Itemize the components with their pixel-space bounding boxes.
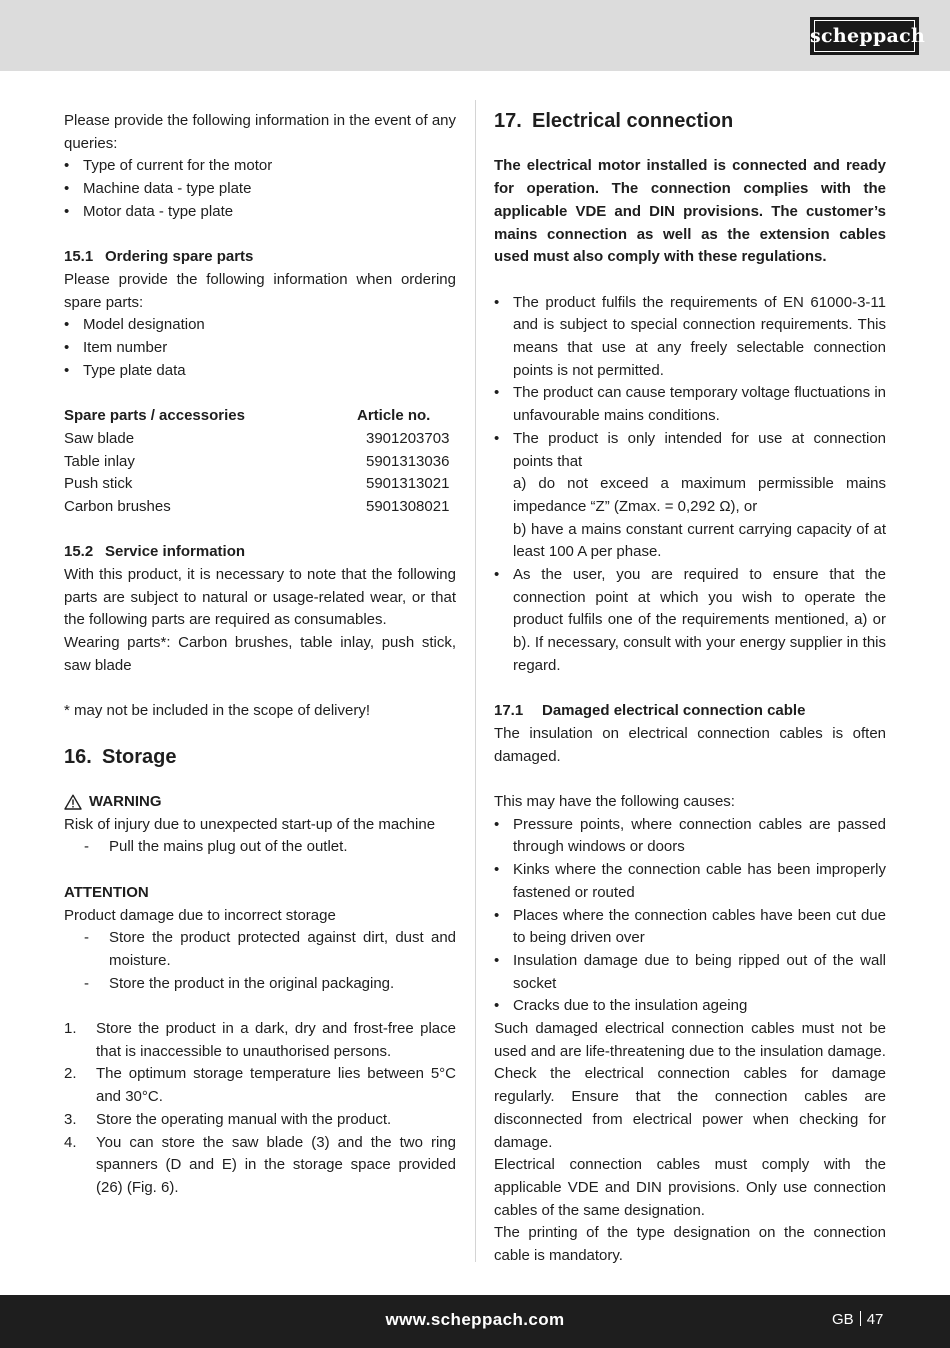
cable-compliance-text: Electrical connection cables must comply with the applicable VDE and DIN provisions. Only use connection cables of the same designation. xyxy=(494,1156,886,1219)
scheppach-logo: scheppach xyxy=(810,17,919,55)
heading-16-storage: 16. Storage xyxy=(64,745,177,768)
spare-parts-info-list xyxy=(64,314,456,382)
heading-15-2: 15.2 Service information xyxy=(64,543,246,561)
article-number: 3901203703 xyxy=(366,429,450,447)
list-item: • As the user, you are required to ensure that the connection point at which you wish to operate the product fulfils one of the requirements mentioned, a) or b). If necessary, consult with your energy supplier in this regard. xyxy=(494,564,886,678)
article-number: 5901313021 xyxy=(366,475,450,493)
table-row xyxy=(64,428,456,451)
column-header: Article no. xyxy=(357,407,431,425)
list-item: • The product fulfils the requirements of EN 61000-3-11 and is subject to special connection requirements. This means that use at any freely selectable connection points is not permitted. xyxy=(494,292,886,383)
list-item: • The product is only intended for use at connection points that a) do not exceed a maximum permissible mains impedance “Z” (Zmax. = 0,292 Ω), or b) have a mains constant current carrying capacity of at least 100 A per phase. xyxy=(494,428,886,564)
attention-text: Product damage due to incorrect storage xyxy=(64,906,336,924)
heading-17-electrical-connection: 17. Electrical connection xyxy=(494,110,734,132)
column-divider xyxy=(475,100,476,1262)
website-url: www.scheppach.com xyxy=(385,1310,565,1329)
causes-intro: This may have the following causes: xyxy=(494,793,735,811)
list-item: • Model designation xyxy=(64,314,456,337)
list-item: 2. The optimum storage temperature lies between 5°C and 30°C. xyxy=(64,1065,456,1106)
table-row xyxy=(64,496,456,519)
heading-15-1: 15.1 Ordering spare parts xyxy=(64,248,254,266)
heading-17-1: 17.1 Damaged electrical connection cable xyxy=(494,702,806,720)
warning-label: WARNING xyxy=(89,793,162,810)
part-name: Saw blade xyxy=(64,429,135,447)
queries-list xyxy=(64,155,456,223)
list-item: • The product can cause temporary voltage fluctuations in unfavourable mains conditions. xyxy=(494,382,886,427)
list-item: - Pull the mains plug out of the outlet. xyxy=(84,836,456,859)
list-item: 4. You can store the saw blade (3) and the two ring spanners (D and E) in the storage space provided (26) (Fig. 6). xyxy=(64,1133,456,1196)
list-item: • Places where the connection cables have been cut due to being driven over xyxy=(494,905,886,950)
list-item: • Kinks where the connection cable has been improperly fastened or routed xyxy=(494,859,886,904)
list-item: - Store the product protected against dirt, dust and moisture. xyxy=(84,927,456,972)
list-item: • Item number xyxy=(64,337,456,360)
damaged-cable-warning: Such damaged electrical connection cables must not be used and are life-threatening due to the insulation damage. xyxy=(494,1020,886,1060)
column-header: Spare parts / accessories xyxy=(64,407,245,425)
insulation-text: The insulation on electrical connection cables is often damaged. xyxy=(494,724,886,765)
connection-requirements-list xyxy=(494,292,886,678)
list-item: • Pressure points, where connection cables are passed through windows or doors xyxy=(494,814,886,859)
right-column xyxy=(494,110,886,1268)
warning-heading xyxy=(64,791,456,814)
list-item: • Insulation damage due to being ripped out of the wall socket xyxy=(494,950,886,995)
page-number xyxy=(832,1309,883,1331)
page-header xyxy=(0,0,950,71)
page-number-value: 47 xyxy=(866,1311,884,1328)
list-item: • Motor data - type plate xyxy=(64,201,456,224)
list-item: • Cracks due to the insulation ageing xyxy=(494,995,886,1018)
left-column xyxy=(64,110,456,1200)
storage-steps xyxy=(64,1018,456,1200)
attention-actions xyxy=(64,927,456,995)
part-name: Push stick xyxy=(64,475,133,493)
queries-intro: Please provide the following information in the event of any queries: xyxy=(64,112,456,152)
attention-label: ATTENTION xyxy=(64,883,149,901)
service-info-text: With this product, it is necessary to note that the following parts are subject to natural or usage-related wear, or that the following parts are required as consumables. xyxy=(64,566,456,629)
article-number: 5901313036 xyxy=(366,452,450,470)
table-row xyxy=(64,473,456,496)
list-item: • Type of current for the motor xyxy=(64,155,456,178)
electrical-intro: The electrical motor installed is connected and ready for operation. The connection complies with the applicable VDE and DIN provisions. The customer’s mains connection as well as the extension cables used must also comply with these regulations. xyxy=(494,157,886,266)
list-item: • Machine data - type plate xyxy=(64,178,456,201)
part-name: Carbon brushes xyxy=(64,497,171,515)
spare-parts-text: Please provide the following information when ordering spare parts: xyxy=(64,270,456,311)
list-item: 3. Store the operating manual with the product. xyxy=(64,1110,392,1128)
warning-text: Risk of injury due to unexpected start-up of the machine xyxy=(64,815,436,833)
type-designation-text: The printing of the type designation on the connection cable is mandatory. xyxy=(494,1224,886,1265)
warning-triangle-icon xyxy=(64,794,82,810)
part-name: Table inlay xyxy=(64,452,135,470)
language-code: GB xyxy=(832,1311,854,1328)
list-item: 1. Store the product in a dark, dry and frost-free place that is inaccessible to unauthorised persons. xyxy=(64,1020,456,1060)
list-item: • Type plate data xyxy=(64,360,456,383)
warning-actions xyxy=(64,836,456,859)
page-footer xyxy=(0,1295,950,1348)
spare-parts-table xyxy=(64,405,456,519)
list-item: - Store the product in the original packaging. xyxy=(84,973,456,996)
check-cables-text: Check the electrical connection cables for damage regularly. Ensure that the connection cables are disconnected from electrical power when checking for damage. xyxy=(494,1065,886,1151)
footnote: * may not be included in the scope of delivery! xyxy=(64,702,371,720)
wearing-parts-text: Wearing parts*: Carbon brushes, table inlay, push stick, saw blade xyxy=(64,634,456,674)
article-number: 5901308021 xyxy=(366,497,450,515)
table-row xyxy=(64,451,456,474)
causes-list xyxy=(494,814,886,1018)
table-header xyxy=(64,405,456,428)
